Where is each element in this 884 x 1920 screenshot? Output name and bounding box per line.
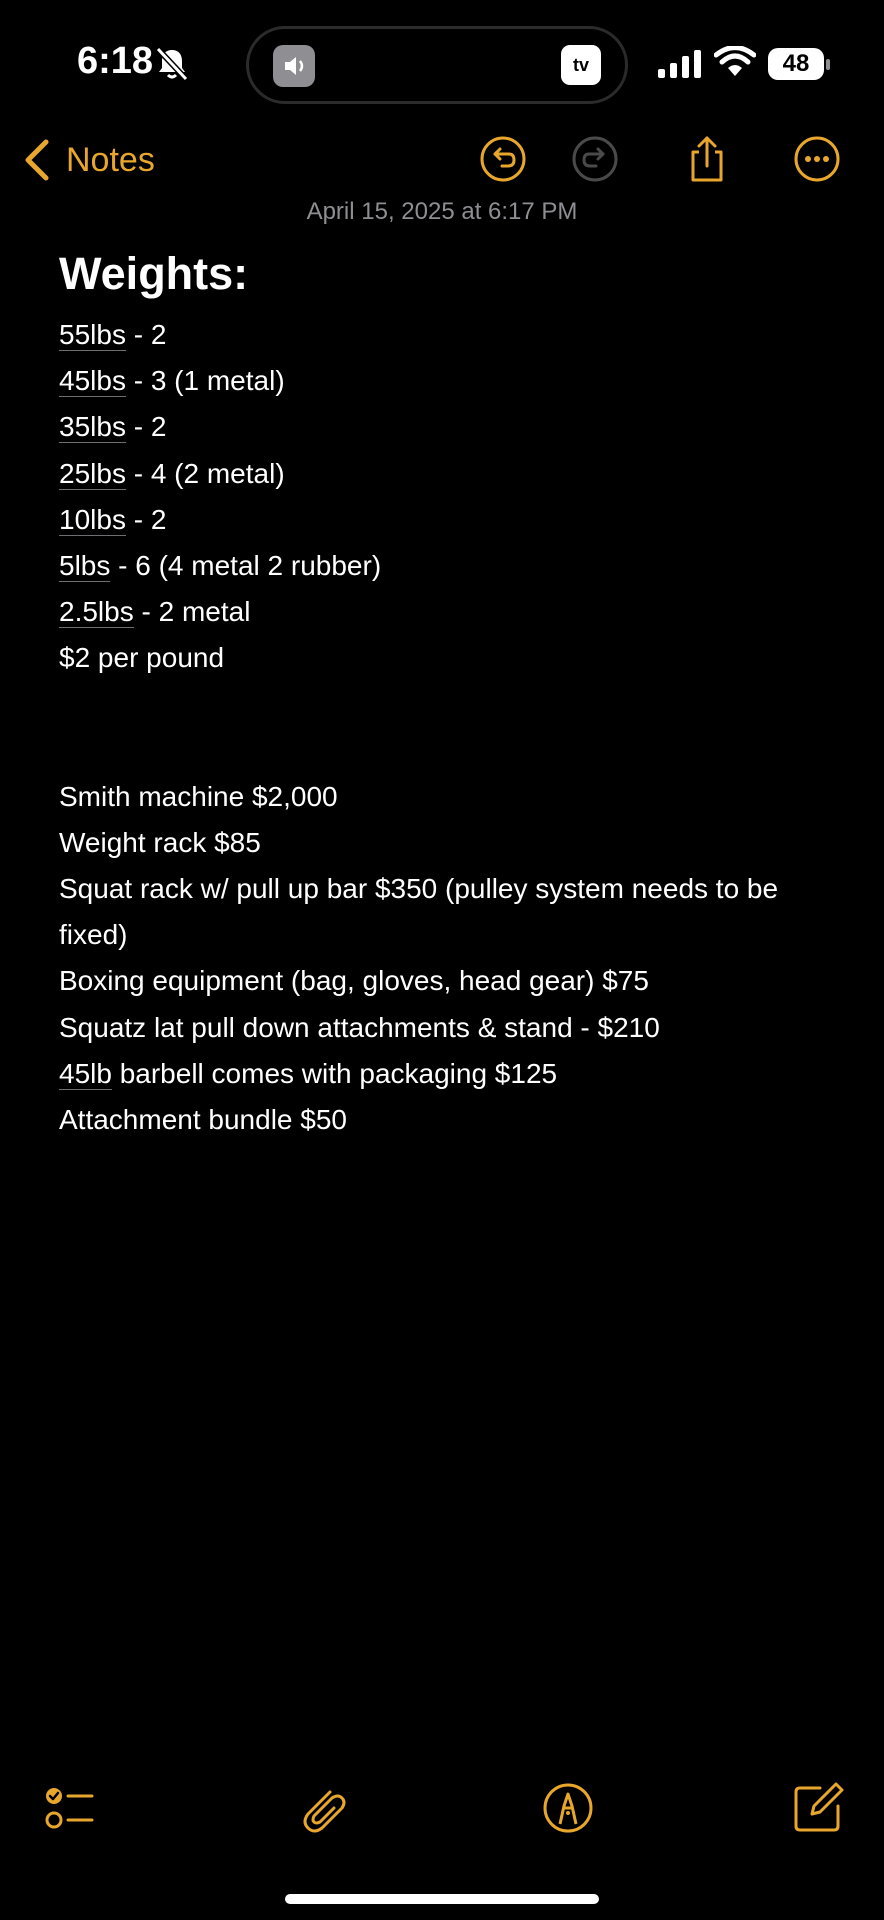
weight-line [59,451,839,497]
note-date: April 15, 2025 at 6:17 PM [306,198,578,225]
markup-pen-icon[interactable] [540,1780,596,1836]
weight-link[interactable]: 10lbs [59,503,126,535]
chevron-left-icon [22,138,52,182]
barbell-detail: barbell comes with packaging $125 [111,1057,558,1089]
weight-line [59,589,839,635]
note-body[interactable] [59,240,839,1143]
weight-link[interactable]: 55lbs [59,319,126,350]
apple-tv-icon [561,45,601,85]
blank-lines [59,682,839,774]
undo-icon[interactable] [478,134,528,184]
checklist-icon[interactable] [40,1780,96,1836]
nav-bar [0,120,884,200]
weight-link[interactable]: 35lbs [59,411,126,443]
weight-link[interactable]: 45lbs [59,365,126,397]
dynamic-island [246,26,628,104]
price-per-pound: $2 per pound [59,642,225,674]
equipment-barbell [59,1051,839,1097]
weight-detail: - 2 metal [133,596,251,628]
equipment-boxing: Boxing equipment (bag, gloves, head gear) $75 [59,965,649,997]
status-bar [0,0,884,130]
weight-link[interactable]: 25lbs [59,457,126,489]
battery-level: 48 [768,48,824,80]
weight-detail: - 4 (2 metal) [125,457,285,489]
equipment-squatz: Squatz lat pull down attachments & stand - $210 [59,1011,660,1043]
bell-slash-icon [154,46,190,82]
apple-tv-label: tv [572,54,589,75]
weight-link[interactable]: 2.5lbs [59,596,134,628]
weight-line [59,543,839,589]
weight-detail: - 3 (1 metal) [125,365,285,397]
redo-icon[interactable] [570,134,620,184]
equipment-attachment-bundle: Attachment bundle $50 [59,1104,347,1136]
weight-line [59,497,839,543]
battery-nub [826,59,830,70]
speaker-icon [273,45,315,87]
cellular-signal-icon [658,50,702,78]
equipment-smith-machine: Smith machine $2,000 [59,780,338,812]
weight-detail: - 2 [125,411,167,443]
weight-link[interactable]: 5lbs [59,550,111,582]
battery-icon [768,48,830,82]
more-icon[interactable] [792,134,842,184]
weight-line [59,312,839,358]
equipment-weight-rack: Weight rack $85 [59,826,261,858]
back-label: Notes [66,140,155,179]
status-time: 6:18 [77,40,154,82]
wifi-icon [714,46,756,78]
equipment-squat-rack-cont: fixed) [59,919,128,951]
paperclip-icon[interactable] [294,1780,350,1836]
barbell-link[interactable]: 45lb [59,1057,112,1089]
bottom-toolbar [0,1780,884,1840]
home-indicator[interactable] [285,1894,599,1904]
weight-detail: - 6 (4 metal 2 rubber) [110,550,382,582]
weight-detail: - 2 [125,503,167,535]
compose-icon[interactable] [790,1780,846,1836]
weight-line [59,358,839,404]
weight-detail: - 2 [125,319,167,350]
back-button[interactable] [22,132,155,188]
note-title: Weights: [59,248,249,299]
weight-line [59,404,839,450]
equipment-squat-rack: Squat rack w/ pull up bar $350 (pulley system needs to be [59,873,779,905]
share-icon[interactable] [682,134,732,184]
